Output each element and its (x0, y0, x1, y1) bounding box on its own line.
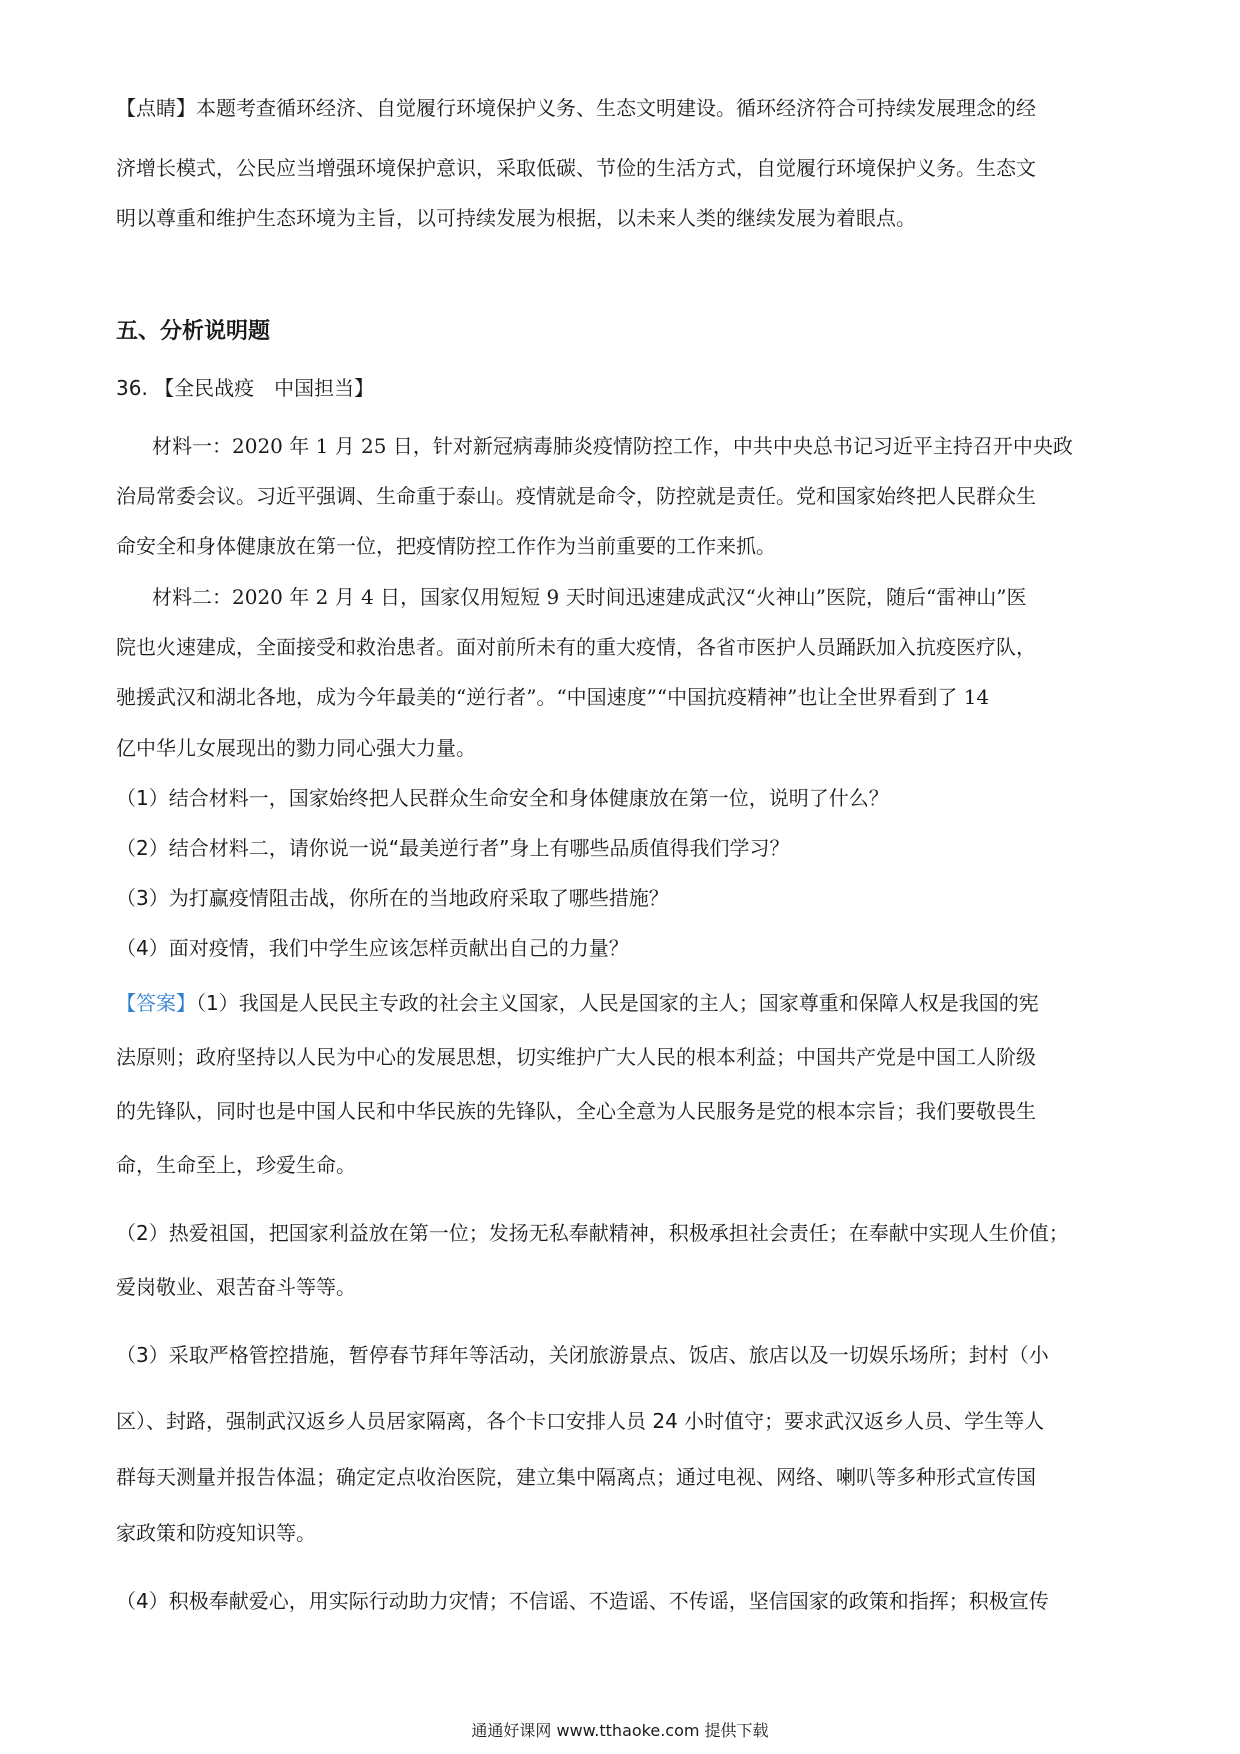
answer-line: 爱岗敬业、艰苦奋斗等等。 (116, 1275, 356, 1299)
answer-line: 的先锋队，同时也是中国人民和中华民族的先锋队，全心全意为人民服务是党的根本宗旨；我们要敬畏生 (116, 1099, 1036, 1123)
material-line: 亿中华儿女展现出的勠力同心强大力量。 (116, 736, 476, 760)
material-line: 材料二：2020 年 2 月 4 日，国家仅用短短 9 天时间迅速建成武汉“火神山”医院，随后“雷神山”医 (152, 585, 1027, 609)
answer-line: 群每天测量并报告体温；确定定点收治医院，建立集中隔离点；通过电视、网络、喇叭等多种形式宣传国 (116, 1465, 1036, 1489)
dianjing-line-2: 济增长模式，公民应当增强环境保护意识，采取低碳、节俭的生活方式，自觉履行环境保护义务。生态文 (116, 156, 1036, 180)
page-footer: 通通好课网 www.tthaoke.com 提供下载 (471, 1721, 769, 1740)
question-title: 【全民战疫 中国担当】 (154, 376, 375, 400)
sub-question-1: （1）结合材料一，国家始终把人民群众生命安全和身体健康放在第一位，说明了什么？ (116, 786, 889, 810)
dianjing-line-3: 明以尊重和维护生态环境为主旨，以可持续发展为根据，以未来人类的继续发展为着眼点。 (116, 206, 916, 230)
answer-line-1: 【答案】（1）我国是人民民主专政的社会主义国家，人民是国家的主人；国家尊重和保障人权是我国的宪 (116, 991, 1039, 1015)
answer-line: 命，生命至上，珍爱生命。 (116, 1153, 356, 1177)
answer-line: （4）积极奉献爱心，用实际行动助力灾情；不信谣、不造谣、不传谣，坚信国家的政策和指挥；积极宣传 (116, 1589, 1049, 1613)
question-number: 36. (116, 376, 148, 400)
material-line: 材料一：2020 年 1 月 25 日，针对新冠病毒肺炎疫情防控工作，中共中央总书记习近平主持召开中央政 (152, 434, 1073, 458)
answer-line: 家政策和防疫知识等。 (116, 1521, 316, 1545)
sub-question-3: （3）为打赢疫情阻击战，你所在的当地政府采取了哪些措施？ (116, 886, 669, 910)
dianjing-label: 【点睛】 (116, 96, 196, 120)
question-header (116, 375, 1126, 401)
answer-label: 【答案】 (116, 991, 196, 1015)
sub-question-4: （4）面对疫情，我们中学生应该怎样贡献出自己的力量？ (116, 936, 629, 960)
answer-line: （2）热爱祖国，把国家利益放在第一位；发扬无私奉献精神，积极承担社会责任；在奉献中实现人生价值； (116, 1221, 1069, 1245)
answer-line: 法原则；政府坚持以人民为中心的发展思想，切实维护广大人民的根本利益；中国共产党是中国工人阶级 (116, 1045, 1036, 1069)
material-line: 驰援武汉和湖北各地，成为今年最美的“逆行者”。“中国速度”“中国抗疫精神”也让全世界看到了 14 (116, 685, 990, 709)
material-line: 院也火速建成，全面接受和救治患者。面对前所未有的重大疫情，各省市医护人员踊跃加入抗疫医疗队， (116, 635, 1036, 659)
material-line: 命安全和身体健康放在第一位，把疫情防控工作作为当前重要的工作来抓。 (116, 534, 776, 558)
section-title: 五、分析说明题 (116, 319, 271, 344)
answer-line: 区）、封路，强制武汉返乡人员居家隔离，各个卡口安排人员 24 小时值守；要求武汉返乡人员、学生等人 (116, 1409, 1045, 1433)
material-line: 治局常委会议。习近平强调、生命重于泰山。疫情就是命令，防控就是责任。党和国家始终把人民群众生 (116, 484, 1036, 508)
answer-line: （3）采取严格管控措施，暂停春节拜年等活动，关闭旅游景点、饭店、旅店以及一切娱乐场所；封村（小 (116, 1343, 1049, 1367)
sub-question-2: （2）结合材料二，请你说一说“最美逆行者”身上有哪些品质值得我们学习？ (116, 836, 790, 860)
dianjing-line-1: 【点睛】本题考查循环经济、自觉履行环境保护义务、生态文明建设。循环经济符合可持续发展理念的经 (116, 96, 1036, 120)
